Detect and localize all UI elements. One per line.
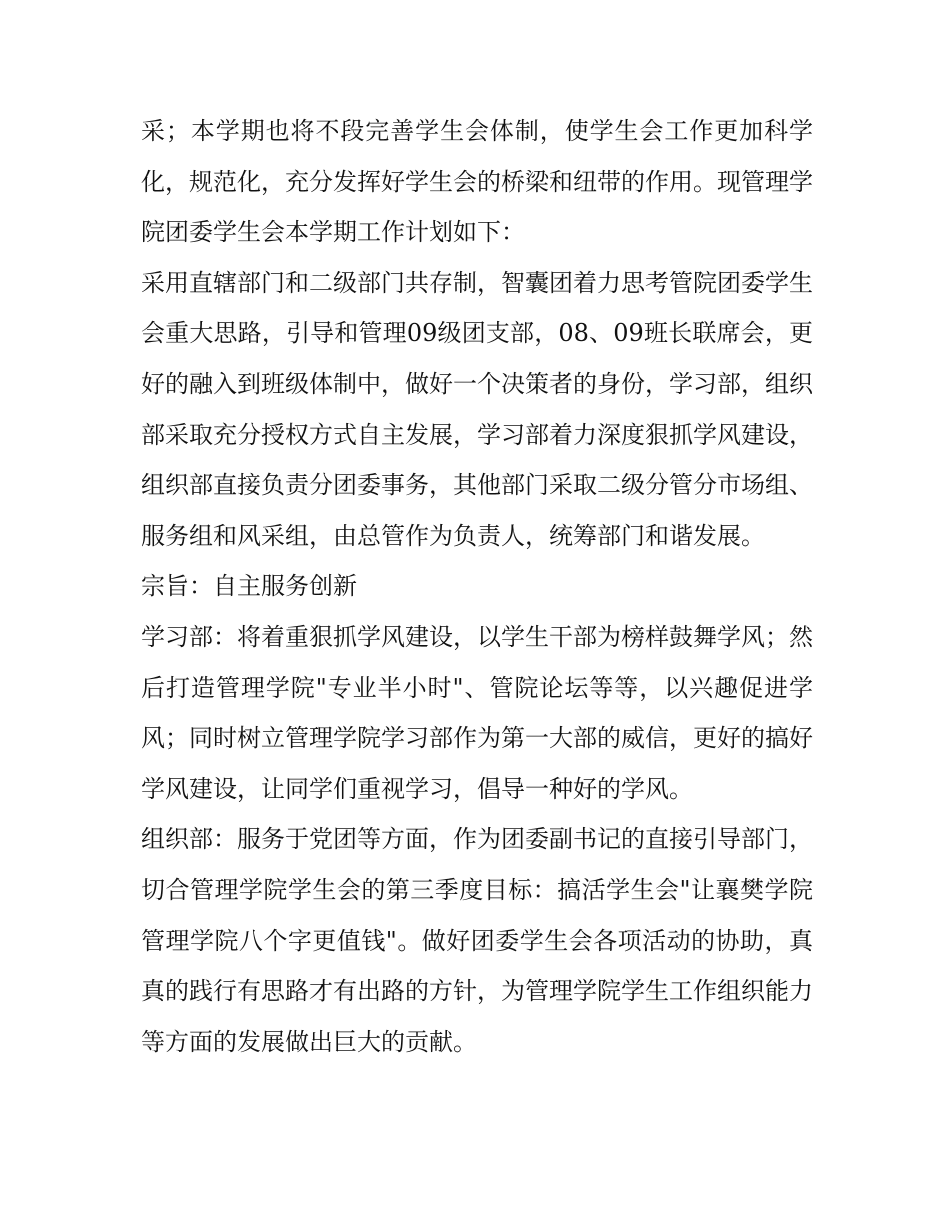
paragraph-organization-department: 组织部：服务于党团等方面，作为团委副书记的直接引导部门，切合管理学院学生会的第三季度目标：搞活学生会"让襄樊学院管理学院八个字更值钱"。做好团委学生会各项活动的协助，真真的践行有思路才有出路的方针，为管理学院学生工作组织能力等方面的发展做出巨大的贡献。 [141, 825, 813, 1056]
paragraph-intro: 采；本学期也将不段完善学生会体制，使学生会工作更加科学化，规范化，充分发挥好学生会的桥梁和纽带的作用。现管理学院团委学生会本学期工作计划如下： [141, 117, 813, 247]
paragraph-study-department: 学习部：将着重狠抓学风建设，以学生干部为榜样鼓舞学风；然后打造管理学院"专业半小时"、管院论坛等等，以兴趣促进学风；同时树立管理学院学习部作为第一大部的威信，更好的搞好学风建设，让同学们重视学习，倡导一种好的学风。 [141, 622, 813, 803]
paragraph-structure: 采用直辖部门和二级部门共存制，智囊团着力思考管院团委学生会重大思路，引导和管理09级团支部，08、09班长联席会，更好的融入到班级体制中，做好一个决策者的身份，学习部，组织部采取充分授权方式自主发展，学习部着力深度狠抓学风建设，组织部直接负责分团委事务，其他部门采取二级分管分市场组、服务组和风采组，由总管作为负责人，统筹部门和谐发展。 [141, 268, 813, 550]
document-body [141, 106, 813, 1067]
paragraph-purpose: 宗旨：自主服务创新 [141, 572, 357, 601]
